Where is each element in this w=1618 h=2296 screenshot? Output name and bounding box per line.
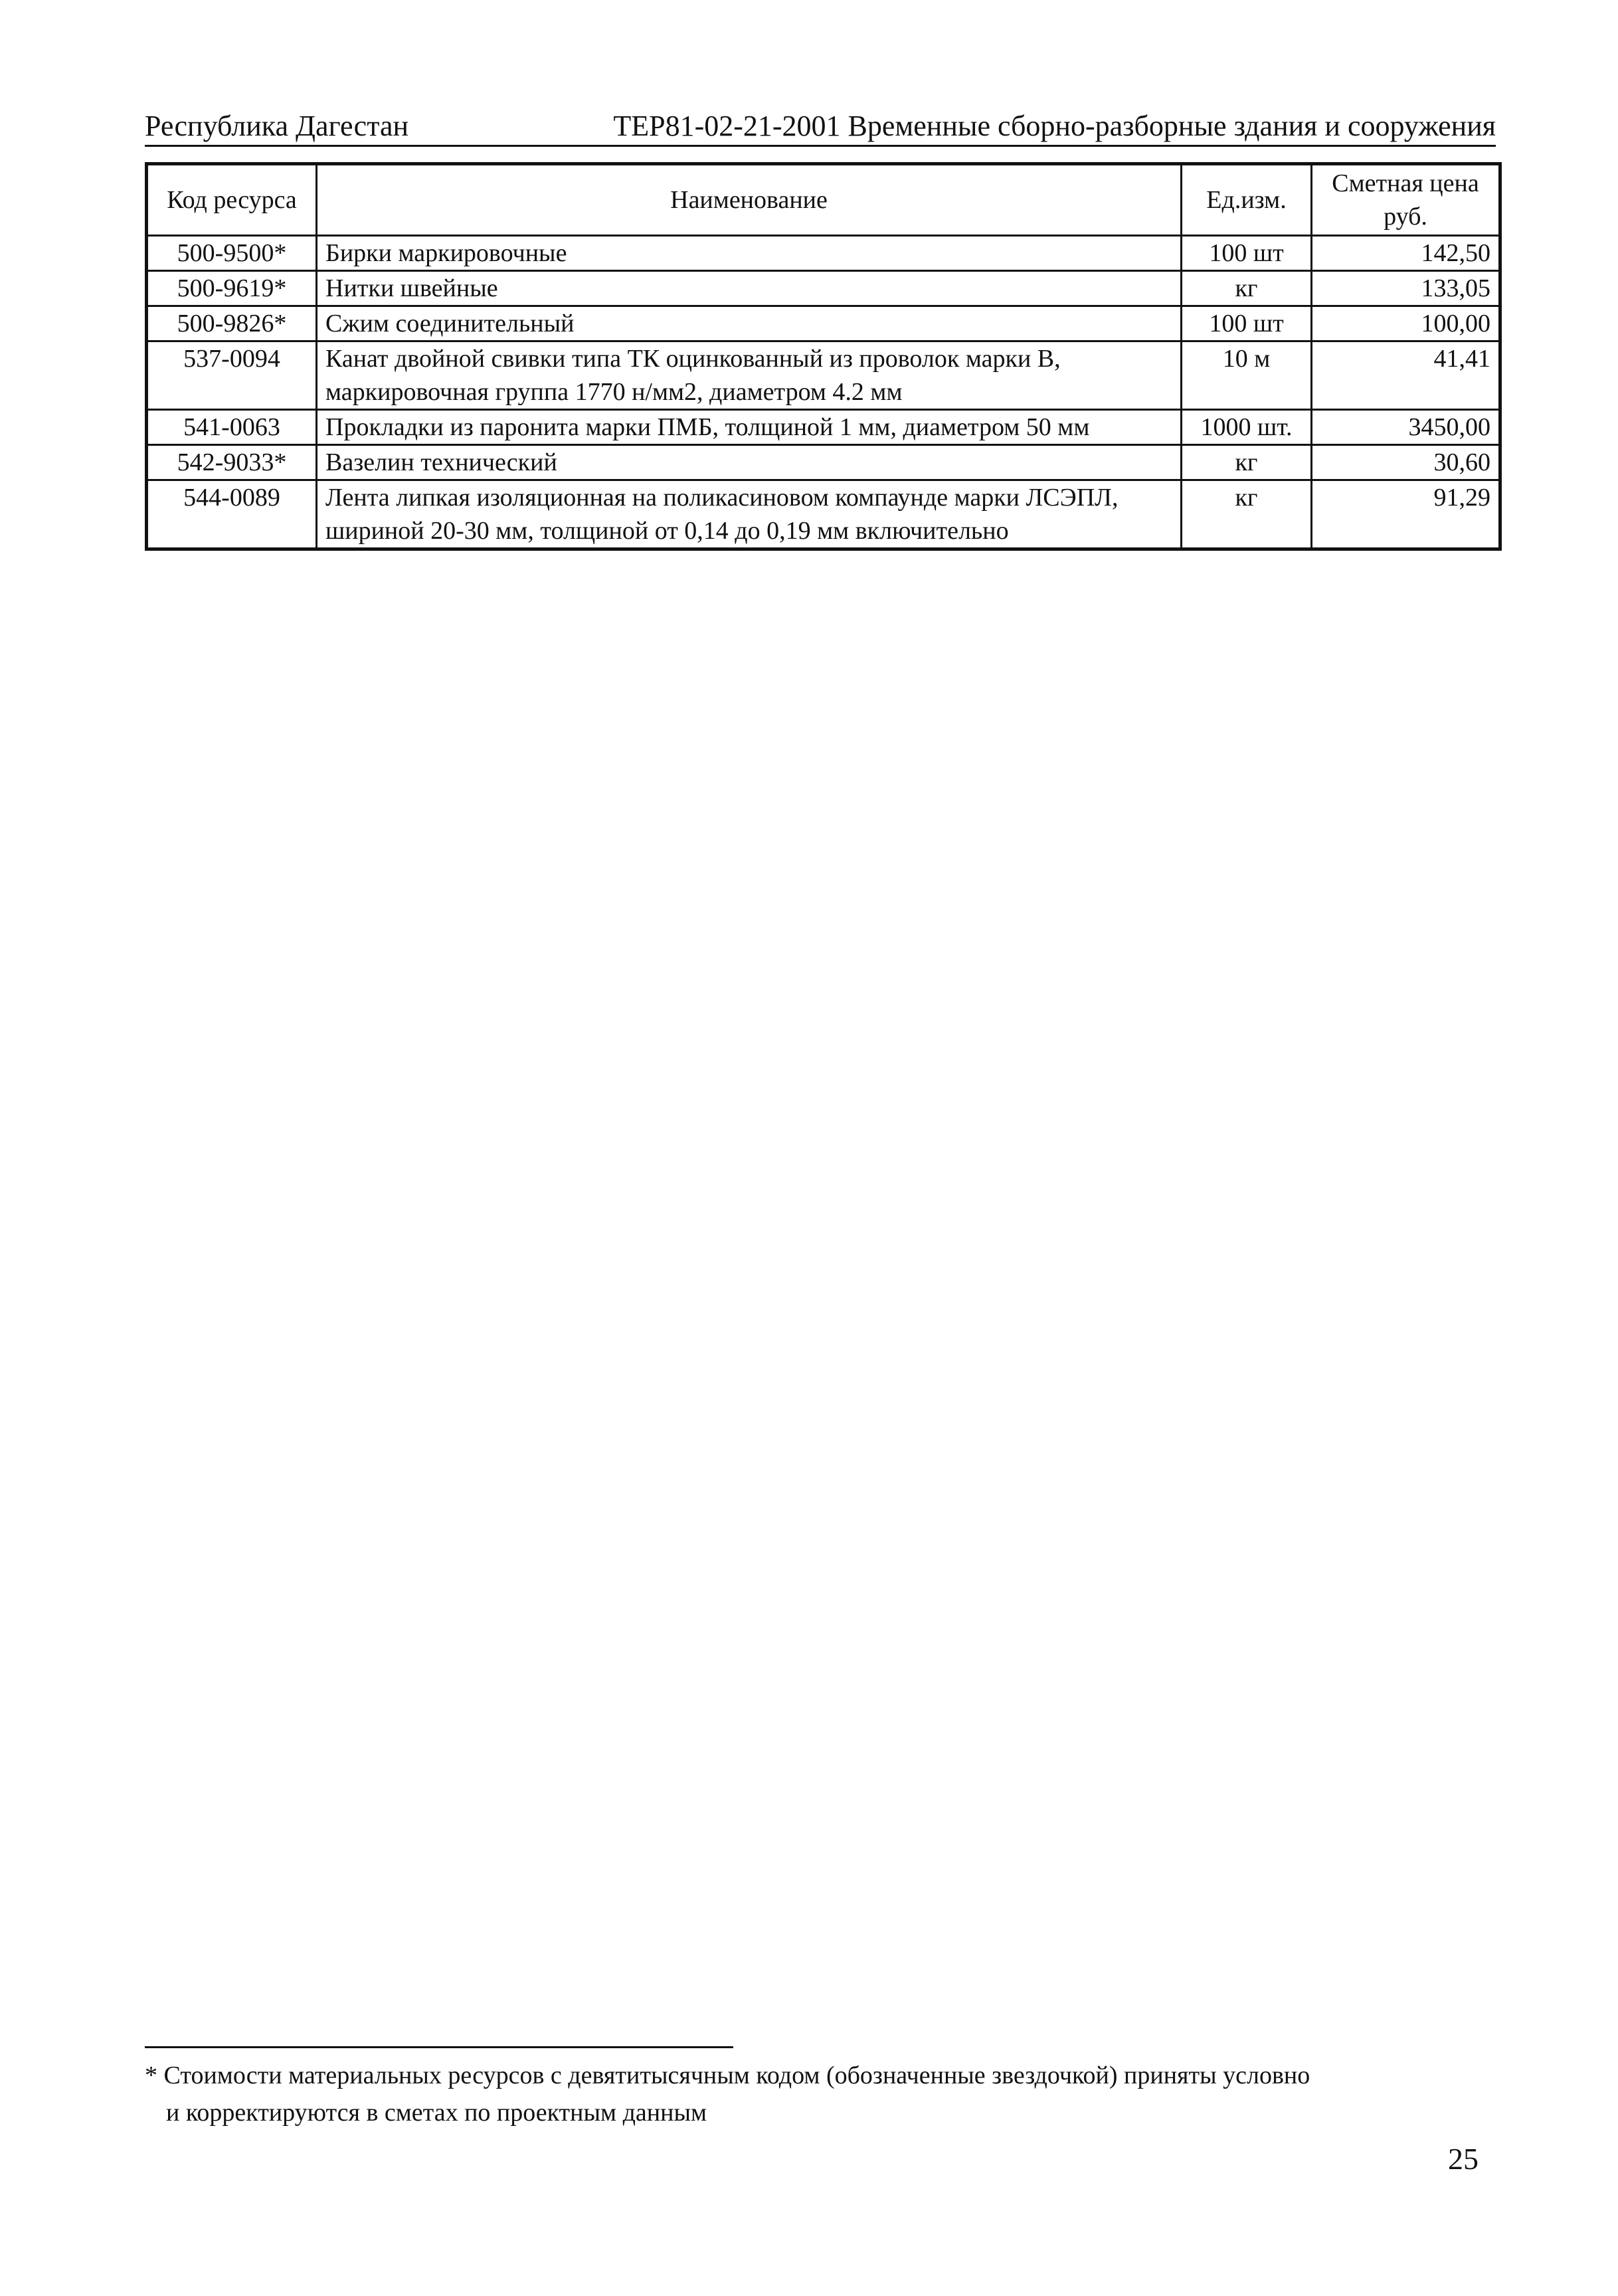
footnote (145, 2057, 1407, 2131)
cell-unit: 1000 шт. (1182, 410, 1312, 445)
cell-unit: 100 шт (1182, 236, 1312, 271)
cell-code: 500-9500* (147, 236, 317, 271)
cell-code: 537-0094 (147, 341, 317, 410)
table-row (147, 341, 1500, 410)
cell-price: 41,41 (1312, 341, 1500, 410)
cell-price: 30,60 (1312, 445, 1500, 480)
cell-name: Прокладки из паронита марки ПМБ, толщиной 1 мм, диаметром 50 мм (317, 410, 1182, 445)
cell-price: 100,00 (1312, 306, 1500, 341)
table-row (147, 410, 1500, 445)
cell-price: 91,29 (1312, 480, 1500, 549)
cell-unit: 100 шт (1182, 306, 1312, 341)
column-header-unit: Ед.изм. (1182, 164, 1312, 236)
cell-price: 3450,00 (1312, 410, 1500, 445)
cell-unit: 10 м (1182, 341, 1312, 410)
footnote-rule (145, 2046, 733, 2048)
table-row (147, 236, 1500, 271)
cell-unit: кг (1182, 480, 1312, 549)
cell-unit: кг (1182, 271, 1312, 306)
column-header-name: Наименование (317, 164, 1182, 236)
cell-price: 133,05 (1312, 271, 1500, 306)
cell-price: 142,50 (1312, 236, 1500, 271)
table-row (147, 306, 1500, 341)
cell-name: Бирки маркировочные (317, 236, 1182, 271)
table-row (147, 271, 1500, 306)
cell-name: Сжим соединительный (317, 306, 1182, 341)
column-header-code: Код ресурса (147, 164, 317, 236)
cell-code: 500-9619* (147, 271, 317, 306)
column-header-price: Сметная цена руб. (1312, 164, 1500, 236)
cell-name: Канат двойной свивки типа ТК оцинкованный из проволок марки В, маркировочная группа 1770 н/мм2, диаметром 4.2 мм (317, 341, 1182, 410)
cell-code: 541-0063 (147, 410, 317, 445)
cell-code: 542-9033* (147, 445, 317, 480)
cell-code: 544-0089 (147, 480, 317, 549)
table-header-row (147, 164, 1500, 236)
cell-name: Лента липкая изоляционная на поликасиновом компаунде марки ЛСЭПЛ, шириной 20-30 мм, толщиной от 0,14 до 0,19 мм включительно (317, 480, 1182, 549)
table-row (147, 445, 1500, 480)
header-region: Республика Дагестан (145, 110, 409, 142)
footnote-line-2: и корректируются в сметах по проектным данным (166, 2099, 707, 2127)
table-row (147, 480, 1500, 549)
cell-unit: кг (1182, 445, 1312, 480)
resource-table (145, 162, 1502, 551)
cell-name: Нитки швейные (317, 271, 1182, 306)
cell-code: 500-9826* (147, 306, 317, 341)
header-rule (145, 145, 1496, 147)
header-document-title: ТЕР81-02-21-2001 Временные сборно-разборные здания и сооружения (613, 110, 1496, 142)
page-number: 25 (1448, 2142, 1479, 2176)
cell-name: Вазелин технический (317, 445, 1182, 480)
page-header (145, 106, 1496, 146)
footnote-line-1: * Стоимости материальных ресурсов с девятитысячным кодом (обозначенные звездочкой) приняты условно (145, 2061, 1310, 2089)
